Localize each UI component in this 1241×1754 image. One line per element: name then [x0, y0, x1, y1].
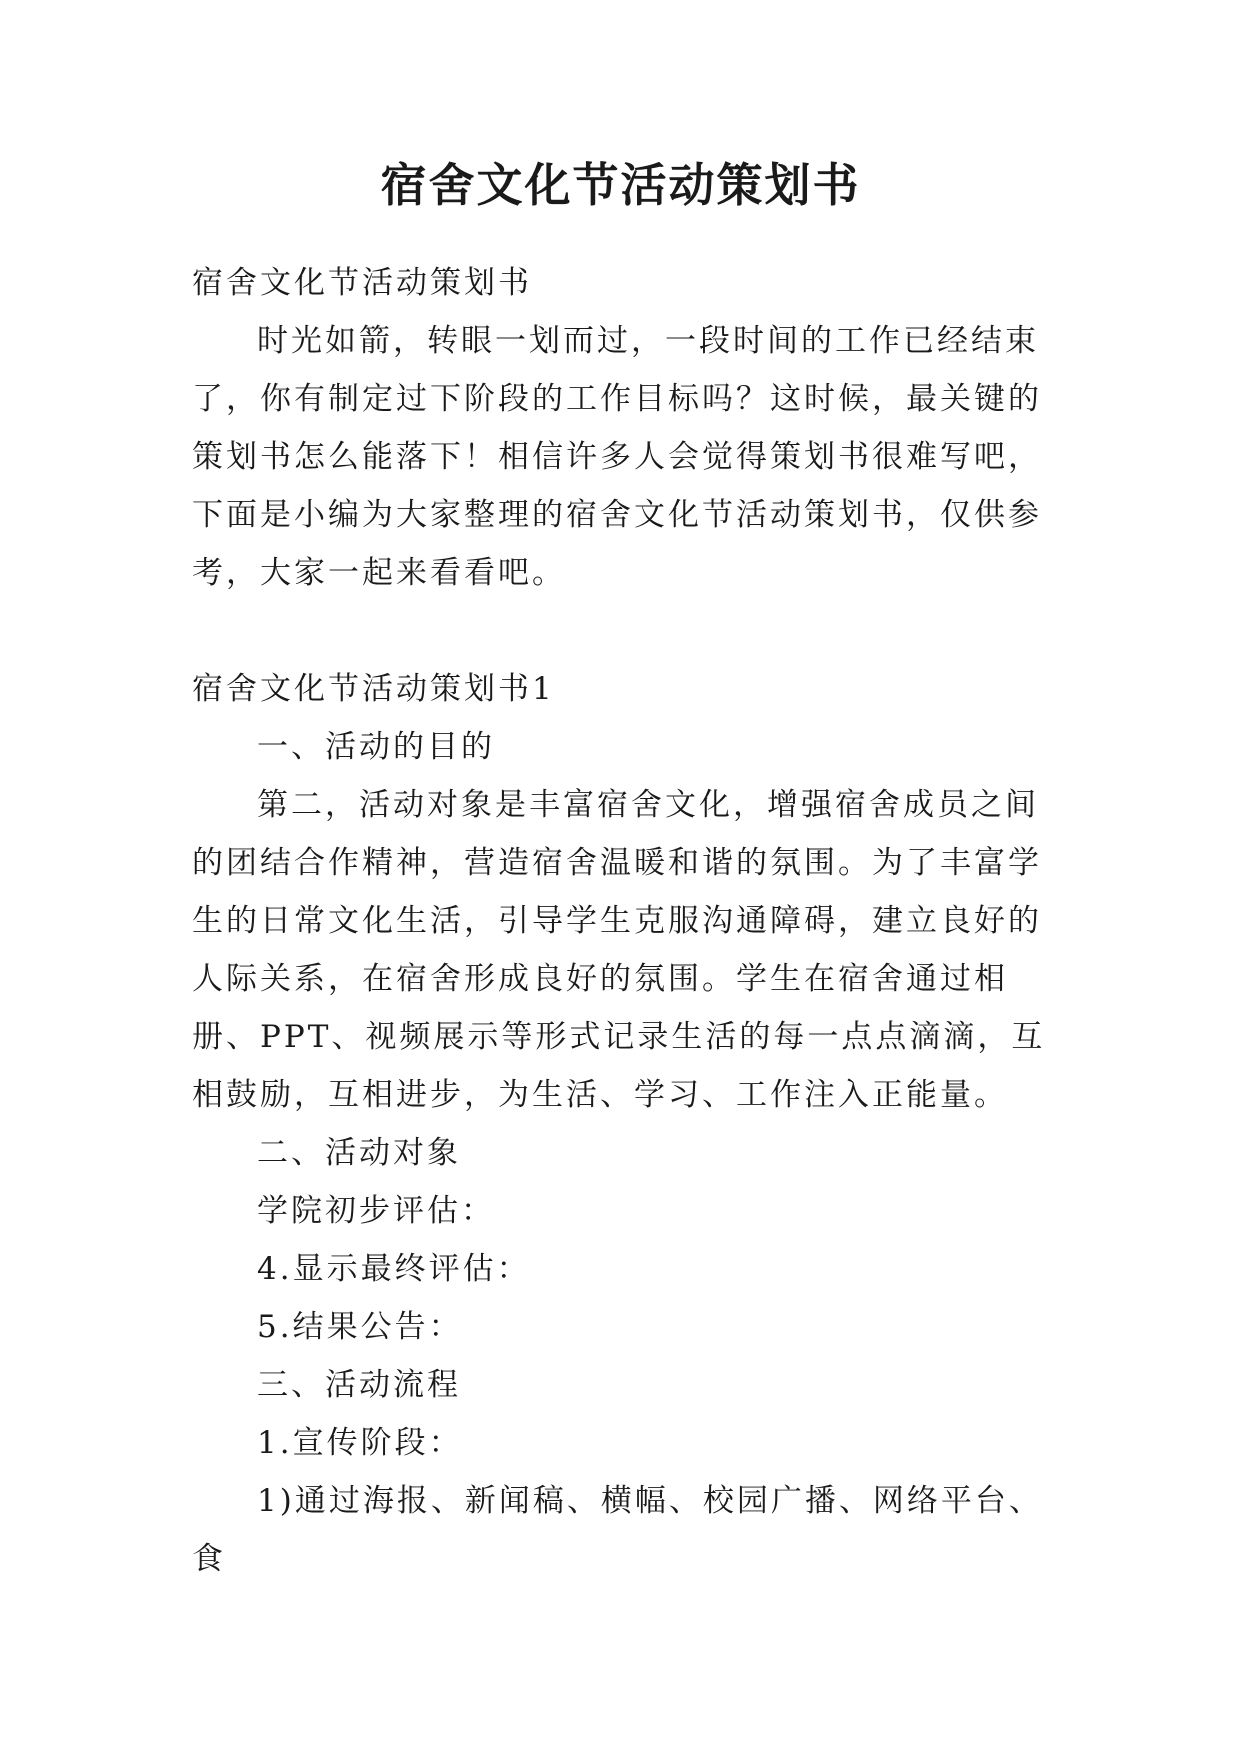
spacer [192, 602, 1052, 660]
line-college-eval: 学院初步评估： [257, 1193, 495, 1229]
line-promo-item1: 1)通过海报、新闻稿、横幅、校园广播、网络平台、食 [192, 1483, 1043, 1577]
heading-process: 三、活动流程 [257, 1367, 461, 1403]
section-title: 宿舍文化节活动策划书1 [192, 671, 555, 707]
line-final-eval: 4.显示最终评估： [257, 1251, 531, 1287]
heading-target: 二、活动对象 [257, 1135, 461, 1171]
heading-purpose: 一、活动的目的 [257, 729, 495, 765]
line-result: 5.结果公告： [257, 1309, 463, 1345]
subtitle: 宿舍文化节活动策划书 [192, 265, 532, 301]
purpose-paragraph: 第二，活动对象是丰富宿舍文化，增强宿舍成员之间的团结合作精神，营造宿舍温暖和谐的氛围。为了丰富学生的日常文化生活，引导学生克服沟通障碍，建立良好的人际关系，在宿舍形成良好的氛围。学生在宿舍通过相册、PPT、视频展示等形式记录生活的每一点点滴滴，互相鼓励，互相进步，为生活、学习、工作注入正能量。 [192, 787, 1046, 1113]
line-promo-stage: 1.宣传阶段： [257, 1425, 463, 1461]
intro-paragraph: 时光如箭，转眼一划而过，一段时间的工作已经结束了，你有制定过下阶段的工作目标吗？这时候，最关键的策划书怎么能落下！相信许多人会觉得策划书很难写吧，下面是小编为大家整理的宿舍文化节活动策划书，仅供参考，大家一起来看看吧。 [192, 323, 1042, 591]
document-body [192, 254, 1052, 1588]
document-title: 宿舍文化节活动策划书 [380, 158, 861, 212]
